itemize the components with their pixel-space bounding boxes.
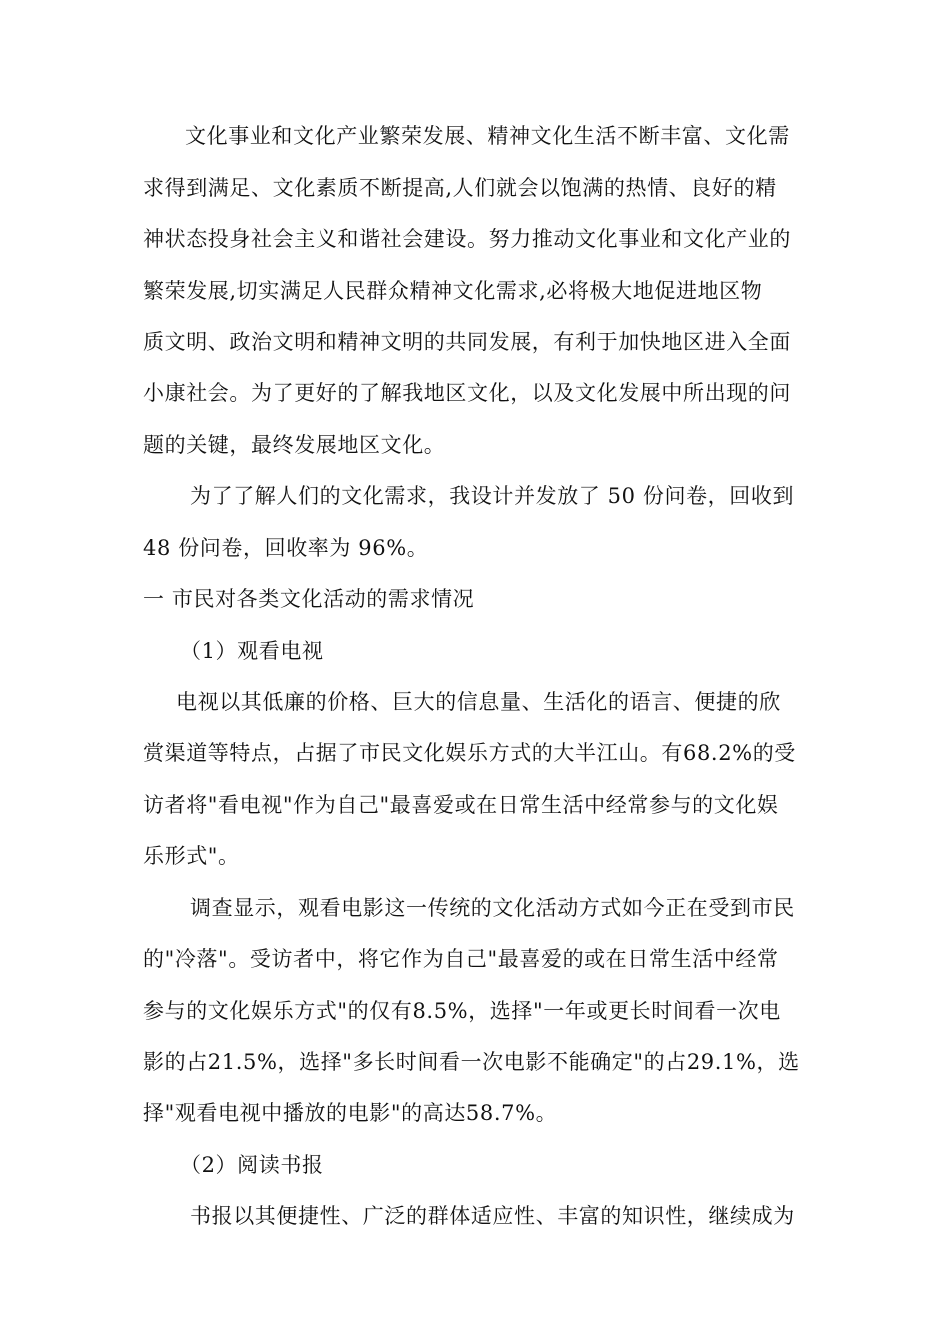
text-line: 的"冷落"。受访者中，将它作为自己"最喜爱的或在日常生活中经常 — [143, 947, 779, 971]
text-line: 赏渠道等特点，占据了市民文化娱乐方式的大半江山。有68.2%的受 — [143, 741, 796, 765]
text-line: 参与的文化娱乐方式"的仅有8.5%，选择"一年或更长时间看一次电 — [143, 999, 781, 1023]
text-line: 小康社会。为了更好的了解我地区文化，以及文化发展中所出现的问 — [143, 381, 791, 405]
text-line: 48 份问卷，回收率为 96%。 — [143, 536, 429, 560]
text-line: 电视以其低廉的价格、巨大的信息量、生活化的语言、便捷的欣 — [176, 690, 781, 714]
text-line: 影的占21.5%，选择"多长时间看一次电影不能确定"的占29.1%，选 — [143, 1050, 800, 1074]
text-line: 求得到满足、文化素质不断提高,人们就会以饱满的热情、良好的精 — [143, 176, 777, 200]
text-line: 繁荣发展,切实满足人民群众精神文化需求,必将极大地促进地区物 — [143, 279, 763, 303]
text-line: 题的关键，最终发展地区文化。 — [143, 433, 446, 457]
text-line: 访者将"看电视"作为自己"最喜爱或在日常生活中经常参与的文化娱 — [143, 793, 779, 817]
text-line: 书报以其便捷性、广泛的群体适应性、丰富的知识性，继续成为 — [190, 1204, 795, 1228]
text-line: 乐形式"。 — [143, 844, 240, 868]
text-line: 质文明、政治文明和精神文明的共同发展，有利于加快地区进入全面 — [143, 330, 791, 354]
text-line: 择"观看电视中播放的电影"的高达58.7%。 — [143, 1101, 558, 1125]
text-line: 神状态投身社会主义和谐社会建设。努力推动文化事业和文化产业的 — [143, 227, 791, 251]
text-line: 为了了解人们的文化需求，我设计并发放了 50 份问卷，回收到 — [190, 484, 795, 508]
text-line: 文化事业和文化产业繁荣发展、精神文化生活不断丰富、文化需 — [185, 124, 790, 148]
section-heading: 一 市民对各类文化活动的需求情况 — [143, 587, 475, 611]
subsection-heading: （1）观看电视 — [180, 639, 324, 663]
text-line: 调查显示，观看电影这一传统的文化活动方式如今正在受到市民 — [190, 896, 795, 920]
subsection-heading: （2）阅读书报 — [180, 1153, 324, 1177]
